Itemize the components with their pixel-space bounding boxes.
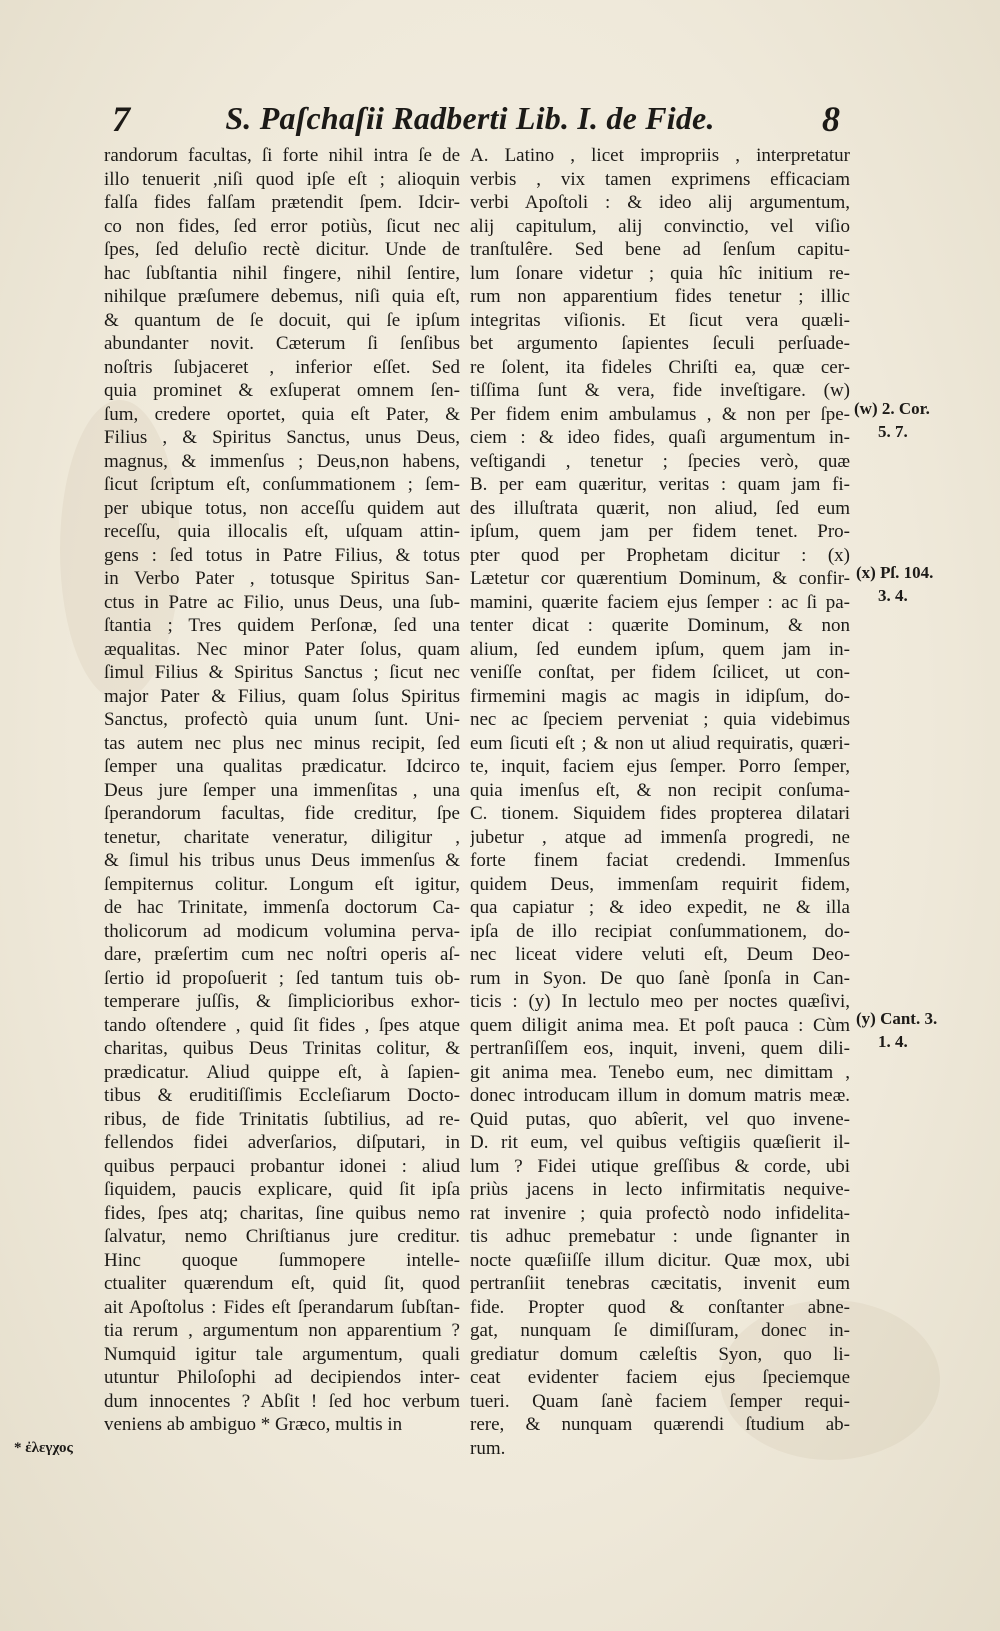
left-column-line: tas autem nec plus nec minus recipit, ſed [104, 732, 460, 754]
left-column-line: ſpes, ſed deluſio rectè dicitur. Unde de [104, 239, 460, 260]
right-column-line: integritas viſionis. Et ſicut vera quæli- [470, 309, 850, 331]
margin-note-ps-verse: 3. 4. [878, 586, 908, 605]
left-column-line: tibus & eruditiſſimis Eccleſiarum Docto- [104, 1085, 460, 1106]
left-column-line: in Verbo Pater , totusque Spiritus San- [104, 568, 460, 589]
left-column-line: quibus perpauci probantur idonei : aliud [104, 1155, 460, 1177]
right-column-line: grediatur domum cæleſtis Syon, quo li- [470, 1343, 850, 1365]
margin-note-2cor-verse: 5. 7. [878, 422, 908, 441]
right-column-line: rum. [470, 1437, 506, 1459]
right-column [470, 144, 850, 1460]
left-column-line: per ubique totus, non acceſſu quidem aut [104, 497, 460, 519]
left-column-line: ſiquidem, paucis explicare, quid ſit ipſa [104, 1179, 460, 1200]
right-column-line: re ſolent, ita fideles Chriſti ea, quæ cer- [470, 356, 850, 378]
right-column-line: lum ? Fidei utique greſſibus & corde, ubi [470, 1155, 850, 1177]
right-column-line: Lætetur cor quærentium Dominum, & confir- [470, 568, 850, 589]
left-column-line: major Pater & Filius, quam ſolus Spiritus [104, 685, 460, 707]
right-column-line: des illuſtrata quærit, non aliud, ſed eum [470, 497, 850, 519]
right-column-line: te, inquit, faciem ejus ſemper. Porro ſemper, [470, 756, 850, 777]
right-column-line: nocte quæſiiſſe illum dicitur. Quæ mox, ubi [470, 1249, 850, 1271]
left-column-line: & quantum de ſe docuit, qui ſe ipſum [104, 309, 460, 331]
left-column-line: tando oſtendere , quid ſit fides , ſpes atque [104, 1014, 460, 1036]
left-page-number: 7 [112, 99, 130, 139]
right-column-line: D. rit eum, vel quibus veſtigiis quæſierit il- [470, 1132, 850, 1153]
right-column-line: A. Latino , licet impropriis , interpretatur [470, 145, 850, 166]
right-column-line: quia imenſus eſt, & non recipit conſuma- [470, 779, 850, 801]
right-column-line: pter quod per Prophetam dicitur : (x) [470, 544, 850, 566]
right-column-line: eum ſicuti eſt ; & non ut aliud requiratis, quæri- [470, 732, 850, 754]
right-column-line: alium, ſed eundem ipſum, quem jam in- [470, 638, 850, 660]
left-column-line: ſemper una qualitas prædicatur. Idcirco [104, 756, 460, 777]
right-column-line: tueri. Quam ſanè faciem ſemper requi- [470, 1390, 850, 1412]
right-column-line: nec ac ſpeciem perveniat ; quia videbimus [470, 709, 850, 730]
left-column-line: nihilque præſumere debemus, niſi quia eſt, [104, 286, 460, 307]
right-column-line: tiſſima ſunt & vera, fide inveſtigare. (w) [470, 380, 850, 401]
left-column-line: abundanter novit. Cæterum ſi ſenſibus [104, 333, 460, 354]
right-column-line: verbis , vix tamen exprimens efficaciam [470, 168, 850, 190]
margin-note-cant-verse: 1. 4. [878, 1032, 908, 1051]
right-column-line: pertranſiit tenebras cæcitatis, invenit eum [470, 1273, 850, 1294]
right-column-line: alij capitulum, alij convinctio, vel viſio [470, 215, 850, 237]
right-column-line: nec liceat videre veluti eſt, Deum Deo- [470, 944, 850, 965]
right-column-line: pertranſiſſem eos, inquit, inveni, quem dili- [470, 1038, 850, 1059]
left-column-line: ſperandorum facultas, fide creditur, ſpe [104, 803, 460, 824]
left-column-line: dare, præſertim cum nec noſtri operis aſ- [104, 944, 460, 965]
right-column-line: rat invenire ; quia profectò nodo infidelita- [470, 1202, 850, 1224]
left-column-line: gens : ſed totus in Patre Filius, & totus [104, 544, 460, 566]
right-column-line: fide. Propter quod & conſtanter abne- [470, 1296, 850, 1318]
left-column-line: ribus, de fide Trinitatis ſubtilius, ad re- [104, 1108, 460, 1130]
left-column-line: veniens ab ambiguo * Græco, multis in [104, 1414, 403, 1435]
left-column-line: utuntur Philoſophi ad decipiendos inter- [104, 1367, 460, 1388]
left-column-line: charitas, quibus Deus Trinitas colitur, & [104, 1038, 460, 1059]
left-column-line: & ſimul his tribus unus Deus immenſus & [104, 850, 460, 871]
left-column-line: Sanctus, profectò quia unum ſunt. Uni- [104, 709, 460, 730]
right-column-line: gat, nunquam ſe dimiſſuram, donec in- [470, 1320, 850, 1341]
right-column-line: quidem Deus, immenſam requirit fidem, [470, 873, 850, 895]
left-column-line: co non fides, ſed error potiùs, ſicut nec [104, 215, 460, 237]
left-column-line: magnus, & immenſus ; Deus,non habens, [104, 450, 460, 472]
right-column-line: quem diligit anima mea. Et poſt pauca : Cùm [470, 1014, 850, 1036]
left-column-line: ctus in Patre ac Filio, unus Deus, una ſub- [104, 591, 460, 613]
running-header [100, 98, 840, 148]
left-column-line: fides, ſpes atq; charitas, ſine quibus nemo [104, 1202, 460, 1224]
right-column-line: ciem : & ideo fides, quaſi argumentum in- [470, 427, 850, 448]
left-column-line: tia rerum , argumentum non apparentium ? [104, 1320, 460, 1341]
right-column-line: ipſum, quem jam per fidem tenet. Pro- [470, 521, 850, 542]
left-column-line: ſum, credere oportet, quia eſt Pater, & [104, 403, 460, 425]
left-column-line: tholicorum ad modicum volumina perva- [104, 920, 460, 942]
right-column-line: tis adhuc premebatur : unde ſignanter in [470, 1226, 850, 1247]
left-column-line: ſimul Filius & Spiritus Sanctus ; ſicut nec [104, 662, 460, 683]
right-column-line: qua capiatur ; & ideo expedit, ne & illa [470, 897, 850, 918]
left-column-line: ait Apoſtolus : Fides eſt ſperandarum ſubſtan- [104, 1296, 460, 1318]
margin-note-ps: (x) Pſ. 104. [856, 563, 934, 582]
left-column-line: Hinc quoque ſummopere intelle- [104, 1249, 460, 1271]
left-column-line: illo tenuerit ,niſi quod ipſe eſt ; alioquin [104, 168, 460, 190]
left-column [104, 144, 460, 1437]
left-column-line: quia prominet & exſuperat omnem ſen- [104, 380, 460, 401]
left-column-line: randorum facultas, ſi forte nihil intra ſe de [104, 145, 460, 166]
left-column-line: de hac Trinitate, immenſa doctorum Ca- [104, 897, 460, 918]
right-column-line: veſtigandi , tenetur ; ſpecies verò, quæ [470, 450, 850, 472]
margin-note-greek: * ἐλεγχος [14, 1440, 73, 1456]
right-page-number: 8 [822, 99, 840, 139]
right-column-line: rum non apparentium fides tenetur ; illic [470, 286, 850, 307]
right-column-line: bet argumento ſapientes ſeculi perſuade- [470, 333, 850, 354]
right-column-line: lum ſonare videtur ; quia hîc initium re- [470, 262, 850, 284]
margin-note-cant: (y) Cant. 3. [856, 1009, 938, 1028]
right-column-line: firmemini magis ac magis in idipſum, do- [470, 685, 850, 707]
right-column-line: B. per eam quæritur, veritas : quam jam fi- [470, 474, 850, 495]
left-column-line: falſa fides falſam prætendit ſpem. Idcir- [104, 192, 460, 213]
right-column-line: Per fidem enim ambulamus , & non per ſpe- [470, 403, 850, 425]
left-column-line: ſertio id propoſuerit ; ſed tantum tuis ob- [104, 967, 460, 989]
left-column-line: noſtris ſubjaceret , inferior eſſet. Sed [104, 356, 460, 378]
right-column-line: C. tionem. Siquidem fides propterea dilatari [470, 803, 850, 824]
left-column-line: prædicatur. Aliud quippe eſt, à ſapien- [104, 1061, 460, 1083]
left-column-line: temperare juſſis, & ſimplicioribus exhor- [104, 991, 460, 1012]
left-column-line: Filius , & Spiritus Sanctus, unus Deus, [104, 427, 460, 448]
left-column-line: ſicut ſcriptum eſt, conſummationem ; ſem- [104, 474, 460, 495]
right-column-line: tranſtulêre. Sed bene ad ſenſum capitu- [470, 239, 850, 260]
right-column-line: forte finem faciat credendi. Immenſus [470, 850, 850, 871]
right-column-line: ipſa de illo recipiat conſummationem, do- [470, 920, 850, 942]
right-column-line: tenter dicat : quærite Dominum, & non [470, 615, 850, 636]
right-column-line: verbi Apoſtoli : & ideo alij argumentum, [470, 192, 850, 213]
left-column-line: hac ſubſtantia nihil fingere, nihil ſentire, [104, 262, 460, 284]
left-column-line: ctualiter quærendum eſt, quid ſit, quod [104, 1273, 460, 1294]
right-column-line: Quid putas, quo abîerit, vel quo invene- [470, 1108, 850, 1130]
right-column-line: priùs jacens in lecto infirmitatis nequive- [470, 1179, 850, 1200]
left-column-line: tenetur, charitate veneratur, diligitur , [104, 826, 460, 848]
right-column-line: ticis : (y) In lectulo meo per noctes quæſivi, [470, 991, 850, 1012]
left-column-line: ſempiternus colitur. Longum eſt igitur, [104, 873, 460, 895]
right-column-line: rum in Syon. De quo ſanè ſponſa in Can- [470, 967, 850, 989]
left-column-line: ſalvatur, nemo Chriſtianus jure creditur. [104, 1226, 460, 1247]
left-column-line: dum innocentes ? Abſit ! ſed hoc verbum [104, 1390, 460, 1412]
right-column-line: jubetur , atque ad immenſa progredi, ne [470, 826, 850, 848]
right-column-line: git anima mea. Tenebo eum, nec dimittam , [470, 1061, 850, 1083]
left-column-line: ſtantia ; Tres quidem Perſonæ, ſed una [104, 615, 460, 636]
running-title: S. Paſchaſii Radberti Lib. I. de Fide. [225, 100, 715, 136]
left-column-line: fellendos fidei adverſarios, diſputari, in [104, 1132, 460, 1153]
right-column-line: mamini, quærite faciem ejus ſemper : ac ſi pa- [470, 591, 850, 613]
right-column-line: rere, & nunquam quærendi ſtudium ab- [470, 1414, 850, 1435]
right-column-line: veniſſe conſtat, per fidem ſcilicet, ut con- [470, 662, 850, 683]
margin-note-2cor: (w) 2. Cor. [854, 399, 930, 418]
left-column-line: Numquid igitur tale argumentum, quali [104, 1343, 460, 1365]
left-column-line: Deus jure ſemper una immenſitas , una [104, 779, 460, 801]
right-column-line: donec introducam illum in domum matris meæ. [470, 1085, 850, 1106]
left-column-line: æqualitas. Nec minor Pater ſolus, quam [104, 638, 460, 660]
left-column-line: receſſu, quia illocalis eſt, uſquam attin- [104, 521, 460, 542]
right-column-line: ceat evidenter faciem ejus ſpeciemque [470, 1367, 850, 1388]
